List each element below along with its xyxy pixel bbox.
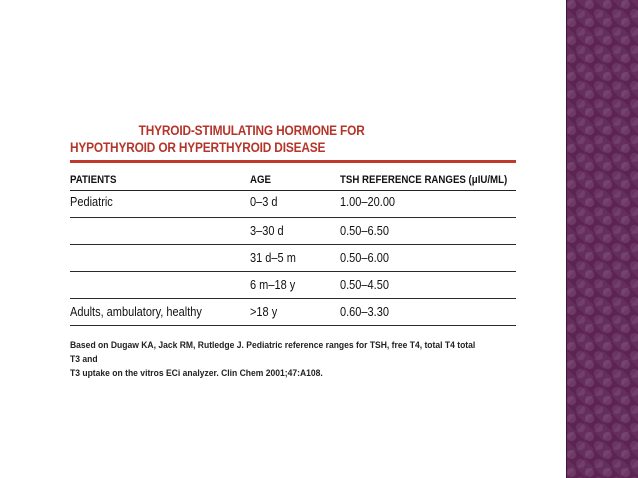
title-rule: [70, 160, 516, 163]
footnote-line-2: T3 uptake on the vitros ECi analyzer. Clin Chem 2001;47:A108.: [70, 368, 323, 379]
table-row: [70, 218, 516, 245]
cell-range: 0.50–4.50: [340, 278, 389, 292]
table-row: [70, 245, 516, 272]
table-row: [70, 191, 516, 218]
cell-range: 0.50–6.00: [340, 251, 389, 265]
footnote-line-1: Based on Dugaw KA, Jack RM, Rutledge J. Pediatric reference ranges for TSH, free T4, total T4 total T3 and: [70, 340, 476, 365]
cell-age: 6 m–18 y: [250, 278, 296, 292]
header-age: AGE: [250, 174, 271, 186]
header-patients: PATIENTS: [70, 174, 117, 186]
table-row: [70, 272, 516, 299]
header-range: TSH REFERENCE RANGES (μIU/ML): [340, 174, 508, 186]
table-title: [70, 122, 466, 156]
cell-age: 3–30 d: [250, 224, 284, 238]
citation-footnote: [70, 339, 484, 381]
cell-age: 31 d–5 m: [250, 251, 296, 265]
reference-table: [70, 172, 516, 326]
cell-range: 0.50–6.50: [340, 224, 389, 238]
title-line-2: HYPOTHYROID OR HYPERTHYROID DISEASE: [70, 140, 326, 155]
cell-range: 0.60–3.30: [340, 305, 389, 319]
cell-age: >18 y: [250, 305, 278, 319]
decorative-side-band: [567, 0, 638, 478]
cell-patients: Adults, ambulatory, healthy: [70, 305, 202, 319]
cell-range: 1.00–20.00: [340, 195, 396, 209]
table-row: [70, 299, 516, 326]
cell-age: 0–3 d: [250, 195, 278, 209]
table-header-row: [70, 172, 516, 191]
title-line-1: THYROID-STIMULATING HORMONE FOR: [138, 123, 365, 138]
cell-patients: Pediatric: [70, 195, 113, 209]
